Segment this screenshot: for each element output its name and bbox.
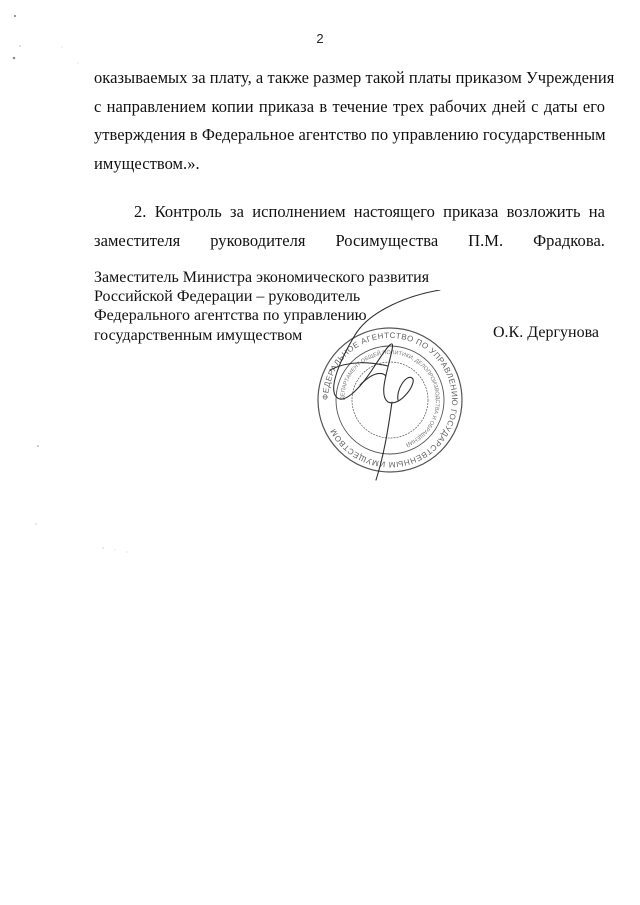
paragraph-line: 2. Контроль за исполнением настоящего приказа возложить на xyxy=(134,202,605,221)
paragraph-line: имуществом.». xyxy=(94,154,200,174)
paragraph-line: оказываемых за плату, а также размер такой платы приказом Учреждения xyxy=(94,68,615,87)
stamp-outer-text: ФЕДЕРАЛЬНОЕ АГЕНТСТВО ПО УПРАВЛЕНИЮ ГОСУДАРСТВЕННЫМ ИМУЩЕСТВОМ xyxy=(320,330,460,470)
signature-title-line: Федерального агентства по управлению xyxy=(94,307,367,325)
signature-title-line: Российской Федерации – руководитель xyxy=(94,288,361,306)
paragraph-line: с направлением копии приказа в течение трех рабочих дней с даты его xyxy=(94,96,605,116)
signature-title-line: государственным имуществом xyxy=(94,326,303,344)
signature-title-line: Заместитель Министра экономического развития xyxy=(94,269,430,286)
paragraph-line: заместителя руководителя Росимущества П.М. Фрадкова. xyxy=(94,230,605,250)
stamp-inner-text: ДЕПАРТАМЕНТ ОБЩЕЙ ПОЛИТИКИ, ДЕЛОПРОИЗВОДСТВА И ОБРАЩЕНИЙ xyxy=(339,349,441,448)
page-number: 2 xyxy=(316,31,324,46)
paragraph-line: утверждения в Федеральное агентство по управлению государственным xyxy=(94,125,606,145)
signer-name: О.К. Дергунова xyxy=(493,324,600,341)
